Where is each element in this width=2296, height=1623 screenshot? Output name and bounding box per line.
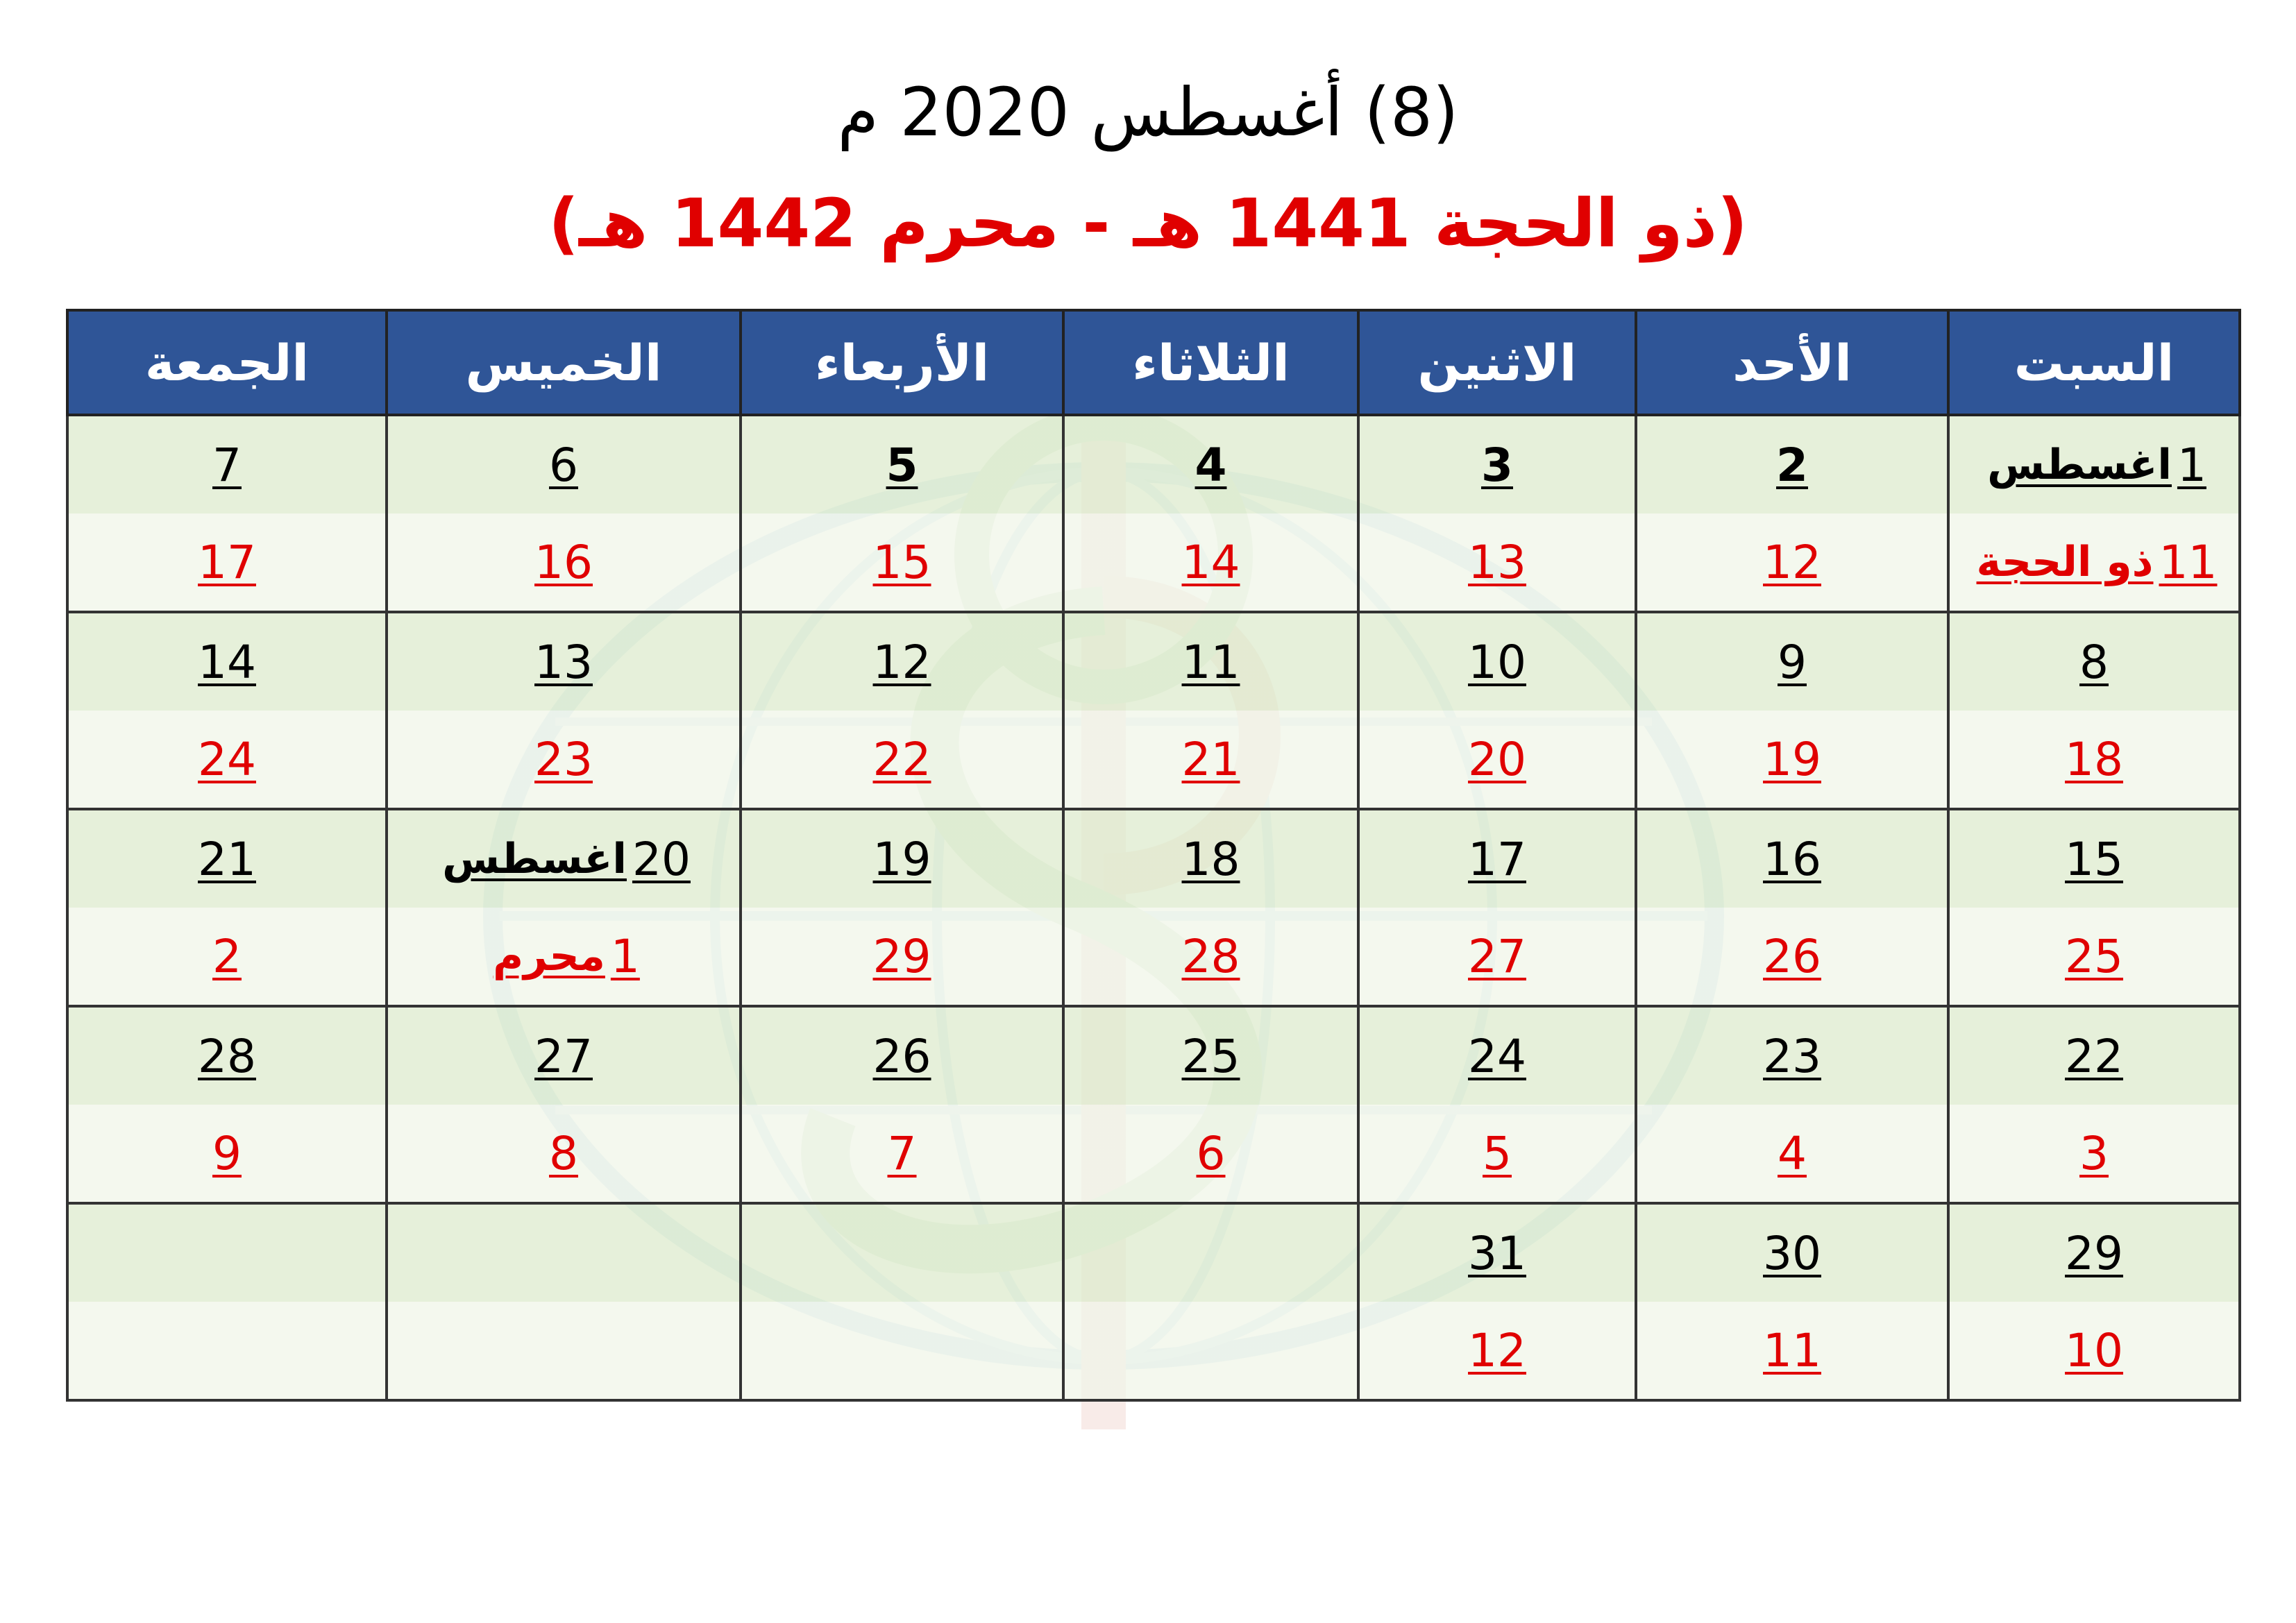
hijri-day <box>69 711 385 808</box>
hijri-day-number: 17 <box>198 535 256 589</box>
hijri-day <box>1950 711 2238 808</box>
gregorian-day-number: 22 <box>2065 1029 2123 1083</box>
day-cell <box>1636 612 1948 809</box>
hijri-day-number: 12 <box>1468 1323 1526 1377</box>
gregorian-day-number: 12 <box>872 635 931 689</box>
hijri-day-number: 21 <box>1181 732 1240 786</box>
day-cell <box>1063 1203 1358 1400</box>
hijri-day-number: 11 <box>1763 1323 1821 1377</box>
gregorian-day <box>1950 613 2238 711</box>
gregorian-day-number: 17 <box>1468 832 1526 886</box>
hijri-day-number: 16 <box>534 535 593 589</box>
gregorian-day-number: 16 <box>1763 832 1821 886</box>
gregorian-day <box>1360 1008 1635 1105</box>
gregorian-day <box>69 416 385 513</box>
hijri-day <box>388 711 739 808</box>
hijri-day <box>1637 1105 1947 1202</box>
hijri-day <box>1637 513 1947 611</box>
day-cell <box>1948 1006 2240 1203</box>
gregorian-day-number: 24 <box>1468 1029 1526 1083</box>
gregorian-day-number: 4 <box>1195 438 1227 492</box>
hijri-day <box>1360 1105 1635 1202</box>
hijri-day <box>1065 908 1357 1005</box>
hijri-day <box>1360 513 1635 611</box>
gregorian-day <box>388 1008 739 1105</box>
hijri-day <box>1360 908 1635 1005</box>
hijri-day <box>742 1105 1062 1202</box>
gregorian-day-number: 30 <box>1763 1226 1821 1280</box>
day-cell <box>1948 612 2240 809</box>
hijri-day-number: 22 <box>872 732 931 786</box>
gregorian-day-number: 5 <box>886 438 918 492</box>
hijri-day-number: 19 <box>1763 732 1821 786</box>
hijri-month-title: (ذو الحجة 1441 هـ - محرم 1442 هـ) <box>548 185 1748 262</box>
gregorian-day <box>1950 416 2238 513</box>
gregorian-day-number: 23 <box>1763 1029 1821 1083</box>
day-cell <box>67 612 387 809</box>
day-cell <box>1636 809 1948 1006</box>
gregorian-day-number: 8 <box>2079 635 2109 689</box>
day-cell <box>741 1203 1063 1400</box>
day-cell <box>387 809 741 1006</box>
hijri-day <box>1637 1302 1947 1399</box>
hijri-day <box>69 1105 385 1202</box>
hijri-day <box>388 513 739 611</box>
hijri-day-number: 12 <box>1763 535 1821 589</box>
hijri-day <box>1950 1302 2238 1399</box>
day-cell <box>741 1006 1063 1203</box>
hijri-day-number: 2 <box>212 929 242 983</box>
gregorian-day <box>388 416 739 513</box>
day-cell <box>1948 415 2240 612</box>
hijri-day-number: 15 <box>872 535 931 589</box>
gregorian-day-number: 3 <box>1481 438 1513 492</box>
hijri-day <box>388 1302 739 1399</box>
hijri-day-number: 11 <box>2159 535 2218 589</box>
hijri-day <box>1360 711 1635 808</box>
hijri-day <box>388 1105 739 1202</box>
hijri-day-number: 18 <box>2065 732 2123 786</box>
hijri-day-number: 25 <box>2065 929 2123 983</box>
gregorian-day-number: 6 <box>549 438 578 492</box>
day-cell <box>1636 1203 1948 1400</box>
day-cell <box>67 1203 387 1400</box>
hijri-month-label: محرم <box>493 932 605 980</box>
hijri-day <box>1950 908 2238 1005</box>
gregorian-day <box>1637 613 1947 711</box>
gregorian-day-number: 26 <box>872 1029 931 1083</box>
gregorian-day-number: 20 <box>632 832 691 886</box>
gregorian-day-number: 31 <box>1468 1226 1526 1280</box>
gregorian-day <box>1065 810 1357 908</box>
hijri-day-number: 28 <box>1181 929 1240 983</box>
day-cell <box>1063 1006 1358 1203</box>
day-cell <box>1358 1203 1636 1400</box>
day-cell <box>1948 1203 2240 1400</box>
gregorian-day <box>1950 1008 2238 1105</box>
hijri-day <box>69 1302 385 1399</box>
hijri-day <box>1637 711 1947 808</box>
gregorian-day <box>1360 1205 1635 1302</box>
gregorian-day <box>1637 810 1947 908</box>
hijri-day-number: 14 <box>1181 535 1240 589</box>
week-row <box>67 415 2240 612</box>
hijri-day <box>742 711 1062 808</box>
hijri-day <box>742 513 1062 611</box>
hijri-day <box>1065 513 1357 611</box>
hijri-day-number: 5 <box>1483 1126 1512 1180</box>
day-cell <box>1948 809 2240 1006</box>
day-cell <box>1636 415 1948 612</box>
gregorian-month-label: اغسطس <box>442 835 627 883</box>
gregorian-day <box>1065 613 1357 711</box>
gregorian-day-number: 29 <box>2065 1226 2123 1280</box>
day-cell <box>741 809 1063 1006</box>
gregorian-day <box>1360 613 1635 711</box>
day-cell <box>741 612 1063 809</box>
week-row <box>67 612 2240 809</box>
weekday-header: الجمعة <box>67 310 387 415</box>
gregorian-day <box>1637 1205 1947 1302</box>
gregorian-day <box>1637 1008 1947 1105</box>
gregorian-day <box>1360 416 1635 513</box>
calendar-table <box>66 309 2241 1402</box>
hijri-day-number: 27 <box>1468 929 1526 983</box>
gregorian-day <box>742 613 1062 711</box>
gregorian-day <box>1950 1205 2238 1302</box>
hijri-day-number: 8 <box>549 1126 578 1180</box>
gregorian-day-number: 14 <box>198 635 256 689</box>
weekday-header-row <box>67 310 2240 415</box>
hijri-day-number: 26 <box>1763 929 1821 983</box>
week-row <box>67 1006 2240 1203</box>
gregorian-day-number: 27 <box>534 1029 593 1083</box>
gregorian-day-number: 10 <box>1468 635 1526 689</box>
gregorian-day <box>1065 1205 1357 1302</box>
day-cell <box>67 1006 387 1203</box>
week-row <box>67 1203 2240 1400</box>
gregorian-day <box>69 613 385 711</box>
gregorian-day <box>69 1008 385 1105</box>
gregorian-day-number: 7 <box>212 438 242 492</box>
gregorian-month-title: (8) أغسطس 2020 م <box>837 74 1459 151</box>
gregorian-day <box>1065 1008 1357 1105</box>
hijri-day <box>1065 1105 1357 1202</box>
gregorian-month-label: اغسطس <box>1987 441 2172 489</box>
hijri-day <box>1950 1105 2238 1202</box>
hijri-day-number: 7 <box>887 1126 917 1180</box>
hijri-day <box>1065 711 1357 808</box>
day-cell <box>67 415 387 612</box>
gregorian-day <box>1637 416 1947 513</box>
hijri-day-number: 6 <box>1196 1126 1226 1180</box>
gregorian-day <box>1360 810 1635 908</box>
gregorian-day <box>388 810 739 908</box>
gregorian-day-number: 18 <box>1181 832 1240 886</box>
day-cell <box>1358 1006 1636 1203</box>
week-row <box>67 809 2240 1006</box>
hijri-day-number: 20 <box>1468 732 1526 786</box>
gregorian-day-number: 25 <box>1181 1029 1240 1083</box>
hijri-day <box>742 1302 1062 1399</box>
gregorian-day <box>1065 416 1357 513</box>
day-cell <box>387 1006 741 1203</box>
gregorian-day-number: 1 <box>2177 438 2206 492</box>
weekday-header: الخميس <box>387 310 741 415</box>
day-cell <box>1358 612 1636 809</box>
day-cell <box>1358 415 1636 612</box>
hijri-day-number: 9 <box>212 1126 242 1180</box>
hijri-day-number: 4 <box>1778 1126 1807 1180</box>
weekday-header: الأربعاء <box>741 310 1063 415</box>
hijri-day <box>69 513 385 611</box>
hijri-day <box>742 908 1062 1005</box>
day-cell <box>67 809 387 1006</box>
gregorian-day <box>388 1205 739 1302</box>
hijri-day <box>1950 513 2238 611</box>
gregorian-day <box>1950 810 2238 908</box>
day-cell <box>387 612 741 809</box>
weekday-header: الأحد <box>1636 310 1948 415</box>
hijri-day <box>69 908 385 1005</box>
day-cell <box>1063 809 1358 1006</box>
hijri-day-number: 24 <box>198 732 256 786</box>
hijri-day <box>1637 908 1947 1005</box>
gregorian-day-number: 28 <box>198 1029 256 1083</box>
day-cell <box>387 415 741 612</box>
gregorian-day-number: 19 <box>872 832 931 886</box>
hijri-day-number: 3 <box>2079 1126 2109 1180</box>
weekday-header: السبت <box>1948 310 2240 415</box>
day-cell <box>1063 415 1358 612</box>
hijri-day <box>1065 1302 1357 1399</box>
day-cell <box>1636 1006 1948 1203</box>
hijri-day-number: 29 <box>872 929 931 983</box>
gregorian-day <box>69 1205 385 1302</box>
gregorian-day-number: 21 <box>198 832 256 886</box>
gregorian-day <box>388 613 739 711</box>
day-cell <box>741 415 1063 612</box>
gregorian-day-number: 15 <box>2065 832 2123 886</box>
hijri-day <box>388 908 739 1005</box>
weekday-header: الثلاثاء <box>1063 310 1358 415</box>
hijri-day <box>1360 1302 1635 1399</box>
gregorian-day-number: 13 <box>534 635 593 689</box>
day-cell <box>1358 809 1636 1006</box>
hijri-month-label: ذو الحجة <box>1976 538 2154 586</box>
hijri-day-number: 23 <box>534 732 593 786</box>
hijri-day-number: 1 <box>610 929 640 983</box>
gregorian-day <box>742 1205 1062 1302</box>
gregorian-day <box>742 416 1062 513</box>
hijri-day-number: 13 <box>1468 535 1526 589</box>
gregorian-day-number: 9 <box>1778 635 1807 689</box>
gregorian-day <box>742 810 1062 908</box>
weekday-header: الاثنين <box>1358 310 1636 415</box>
gregorian-day-number: 11 <box>1181 635 1240 689</box>
day-cell <box>387 1203 741 1400</box>
hijri-day-number: 10 <box>2065 1323 2123 1377</box>
day-cell <box>1063 612 1358 809</box>
gregorian-day <box>742 1008 1062 1105</box>
gregorian-day <box>69 810 385 908</box>
gregorian-day-number: 2 <box>1776 438 1808 492</box>
